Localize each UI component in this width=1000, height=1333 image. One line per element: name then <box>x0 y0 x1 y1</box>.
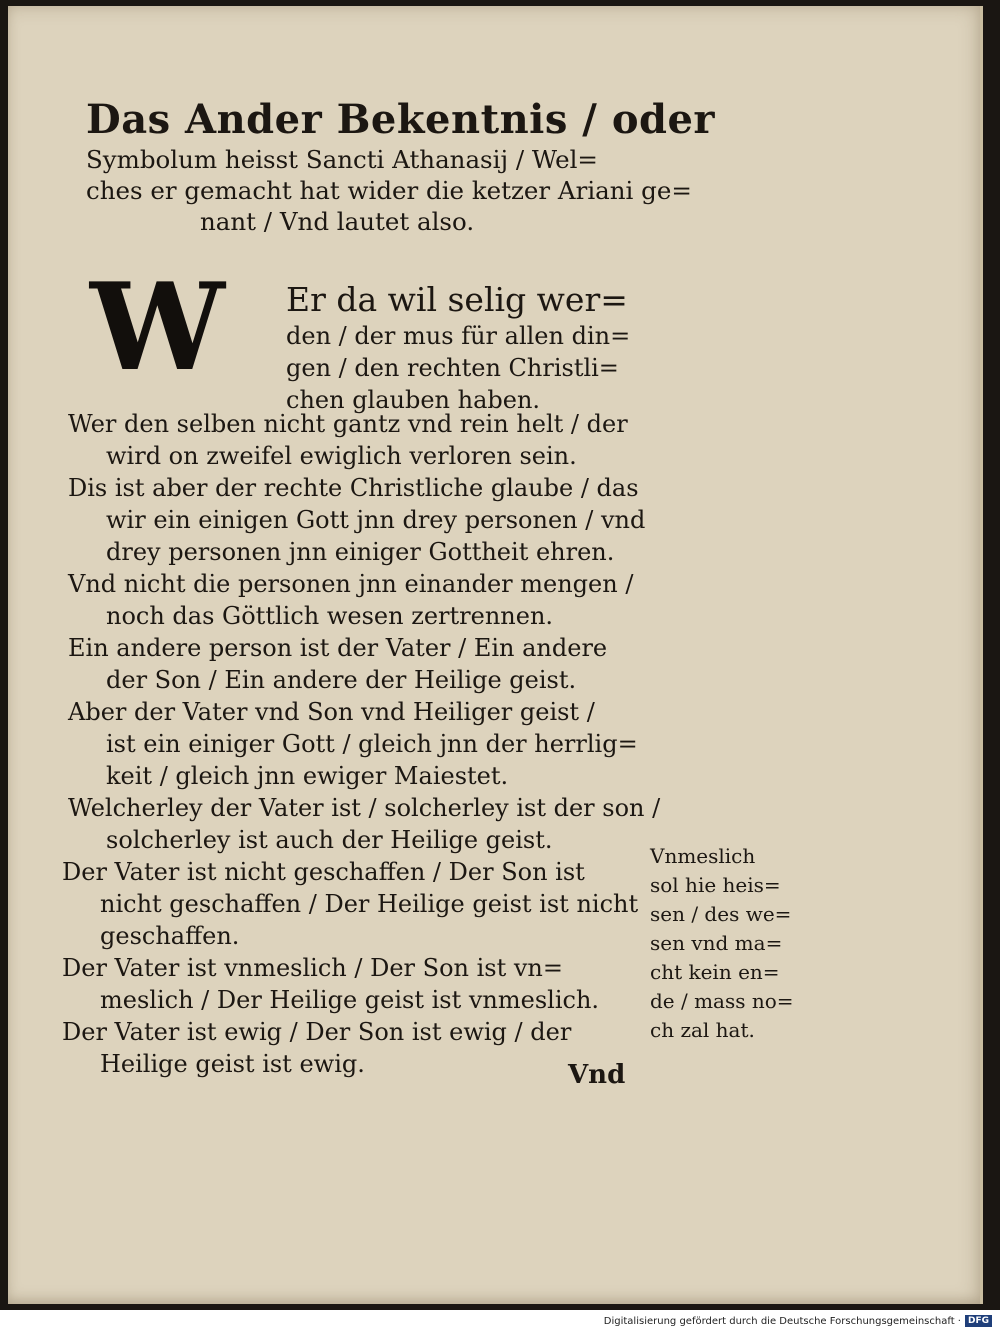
text-line: solcherley ist auch der Heilige geist. <box>106 826 553 854</box>
paragraph <box>60 568 660 632</box>
text-line: wir ein einigen Gott jnn drey personen / vnd <box>106 506 646 534</box>
catchword: Vnd <box>568 1060 626 1090</box>
marginal-note-line: ch zal hat. <box>650 1018 755 1042</box>
paragraph <box>60 472 660 568</box>
marginal-note-line: sen vnd ma= <box>650 931 783 955</box>
text-line: Dis ist aber der rechte Christliche glaube / das <box>68 474 639 502</box>
marginal-note-line: sen / des we= <box>650 902 792 926</box>
text-line: Wer den selben nicht gantz vnd rein helt / der <box>68 410 628 438</box>
marginal-note-line: de / mass no= <box>650 989 794 1013</box>
marginal-note-line: Vnmeslich <box>650 844 756 868</box>
paragraph <box>60 792 660 856</box>
paragraph <box>60 632 660 696</box>
text-line: Aber der Vater vnd Son vnd Heiliger geist / <box>68 698 595 726</box>
intro-line: gen / den rechten Christli= <box>286 354 619 382</box>
text-line: keit / gleich jnn ewiger Maiestet. <box>106 762 509 790</box>
text-line: meslich / Der Heilige geist ist vnmeslich. <box>100 986 600 1014</box>
text-line: nicht geschaffen / Der Heilige geist ist nicht <box>100 890 639 918</box>
digitization-credit <box>604 1315 992 1327</box>
heading-line: ches er gemacht hat wider die ketzer Ariani ge= <box>86 176 692 205</box>
text-line: wird on zweifel ewiglich verloren sein. <box>106 442 577 470</box>
marginal-note-line: sol hie heis= <box>650 873 781 897</box>
text-line: Der Vater ist ewig / Der Son ist ewig / der <box>62 1018 572 1046</box>
text-line: Heilige geist ist ewig. <box>100 1050 365 1078</box>
text-line: Welcherley der Vater ist / solcherley ist der son / <box>68 794 661 822</box>
marginal-note <box>650 842 800 1045</box>
credit-text: Digitalisierung gefördert durch die Deutsche Forschungsgemeinschaft · <box>603 1315 961 1327</box>
text-line: Ein andere person ist der Vater / Ein andere <box>68 634 608 662</box>
dfg-logo: DFG <box>965 1315 992 1327</box>
text-line: der Son / Ein andere der Heilige geist. <box>106 666 577 694</box>
text-line: drey personen jnn einiger Gottheit ehren. <box>106 538 615 566</box>
paragraph <box>60 952 660 1016</box>
text-line: Vnd nicht die personen jnn einander mengen / <box>68 570 634 598</box>
intro-block <box>286 280 686 416</box>
heading-line: Symbolum heisst Sancti Athanasij / Wel= <box>86 145 598 174</box>
heading-block <box>86 96 715 237</box>
intro-line: den / der mus für allen din= <box>286 322 631 350</box>
text-line: Der Vater ist nicht geschaffen / Der Son ist <box>62 858 585 886</box>
heading-title: Das Ander Bekentnis / oder <box>86 96 715 143</box>
text-line: geschaffen. <box>100 922 240 950</box>
decorated-initial: W <box>90 257 207 398</box>
intro-line: chen glauben haben. <box>286 386 541 414</box>
creed-text <box>60 408 660 1080</box>
marginal-note-line: cht kein en= <box>650 960 780 984</box>
paragraph <box>60 696 660 792</box>
text-line: ist ein einiger Gott / gleich jnn der herrlig= <box>106 730 638 758</box>
text-line: Der Vater ist vnmeslich / Der Son ist vn= <box>62 954 563 982</box>
intro-first-line: Er da wil selig wer= <box>286 280 628 319</box>
heading-line: nant / Vnd lautet also. <box>200 207 475 236</box>
paragraph <box>60 408 660 472</box>
text-line: noch das Göttlich wesen zertrennen. <box>106 602 554 630</box>
paragraph <box>60 856 660 952</box>
